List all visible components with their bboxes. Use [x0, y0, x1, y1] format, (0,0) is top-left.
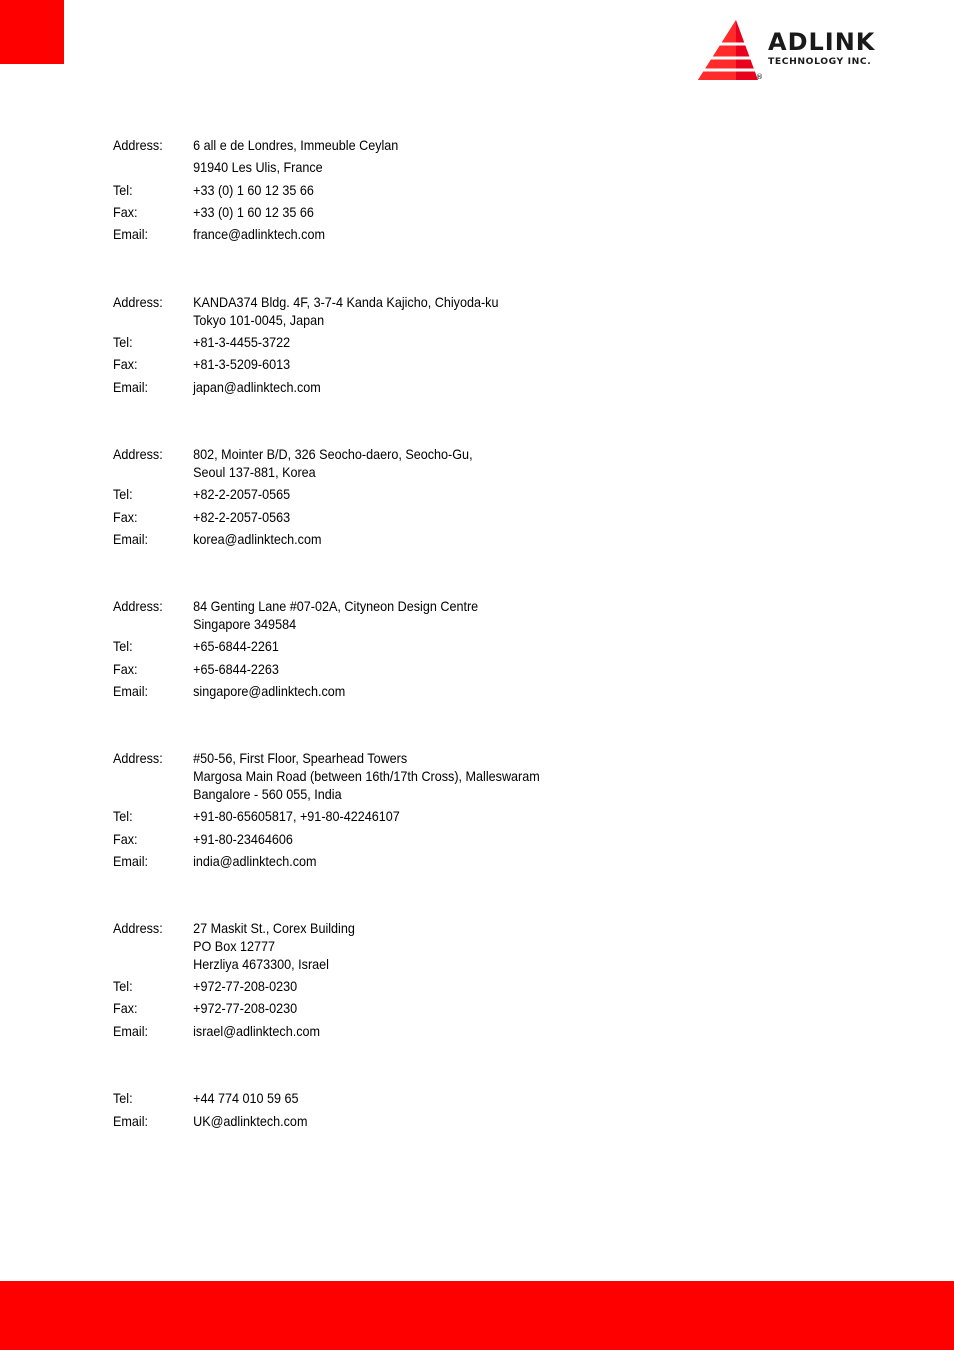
address-value: [193, 919, 355, 973]
fax-label: Fax:: [113, 1000, 138, 1016]
footer-bar: [0, 1281, 954, 1350]
email-label: Email:: [113, 853, 149, 869]
email-link[interactable]: france@adlinktech.com: [193, 226, 325, 242]
tel-label: Tel:: [113, 638, 133, 654]
fax-value: +91-80-23464606: [193, 831, 293, 847]
fax-value: +65-6844-2263: [193, 661, 279, 677]
address-value: [193, 136, 398, 176]
email-label: Email:: [113, 1113, 149, 1129]
tel-label: Tel:: [113, 978, 133, 994]
tel-value: +65-6844-2261: [193, 638, 279, 654]
address-line: Herzliya 4673300, Israel: [193, 956, 329, 972]
tel-label: Tel:: [113, 334, 133, 350]
email-label: Email:: [113, 1023, 149, 1039]
fax-label: Fax:: [113, 509, 138, 525]
corner-tab: [0, 0, 64, 64]
fax-value: +81-3-5209-6013: [193, 356, 291, 372]
email-link[interactable]: japan@adlinktech.com: [193, 379, 321, 395]
address-line: 27 Maskit St., Corex Building: [193, 920, 355, 936]
adlink-triangle-icon: [696, 18, 762, 84]
email-label: Email:: [113, 226, 149, 242]
address-line: PO Box 12777: [193, 938, 276, 954]
address-line: 84 Genting Lane #07-02A, Cityneon Design Centre: [193, 598, 479, 614]
tel-value: +33 (0) 1 60 12 35 66: [193, 182, 314, 198]
address-line: KANDA374 Bldg. 4F, 3-7-4 Kanda Kajicho, Chiyoda-ku: [193, 294, 499, 310]
tel-label: Tel:: [113, 808, 133, 824]
tel-label: Tel:: [113, 486, 133, 502]
email-label: Email:: [113, 531, 149, 547]
address-line: #50-56, First Floor, Spearhead Towers: [193, 750, 408, 766]
email-link[interactable]: korea@adlinktech.com: [193, 531, 322, 547]
address-label: Address:: [113, 137, 163, 153]
address-label: Address:: [113, 750, 163, 766]
address-value: [193, 293, 498, 329]
address-value: [193, 597, 478, 633]
address-line: Margosa Main Road (between 16th/17th Cross), Malleswaram: [193, 768, 540, 784]
address-line: 91940 Les Ulis, France: [193, 159, 323, 175]
email-link[interactable]: india@adlinktech.com: [193, 853, 317, 869]
registered-mark: ®: [756, 73, 763, 81]
tel-value: +972-77-208-0230: [193, 978, 298, 994]
address-line: 6 all e de Londres, Immeuble Ceylan: [193, 137, 399, 153]
address-line: Seoul 137-881, Korea: [193, 464, 316, 480]
address-line: Bangalore - 560 055, India: [193, 786, 342, 802]
address-label: Address:: [113, 446, 163, 462]
address-label: Address:: [113, 920, 163, 936]
tel-label: Tel:: [113, 182, 133, 198]
fax-value: +972-77-208-0230: [193, 1000, 298, 1016]
adlink-logo: [696, 18, 908, 84]
address-label: Address:: [113, 294, 163, 310]
fax-label: Fax:: [113, 831, 138, 847]
tel-value: +82-2-2057-0565: [193, 486, 291, 502]
tel-label: Tel:: [113, 1090, 133, 1106]
address-value: [193, 749, 540, 803]
address-line: 802, Mointer B/D, 326 Seocho-daero, Seocho-Gu,: [193, 446, 473, 462]
address-label: Address:: [113, 598, 163, 614]
tel-value: +81-3-4455-3722: [193, 334, 291, 350]
brand-subtitle: TECHNOLOGY INC.: [768, 56, 872, 67]
address-line: Singapore 349584: [193, 616, 297, 632]
email-link[interactable]: israel@adlinktech.com: [193, 1023, 321, 1039]
address-value: [193, 445, 472, 481]
email-label: Email:: [113, 683, 149, 699]
fax-value: +33 (0) 1 60 12 35 66: [193, 204, 314, 220]
fax-label: Fax:: [113, 204, 138, 220]
tel-value: +91-80-65605817, +91-80-42246107: [193, 808, 400, 824]
email-link[interactable]: UK@adlinktech.com: [193, 1113, 308, 1129]
address-line: Tokyo 101-0045, Japan: [193, 312, 325, 328]
fax-value: +82-2-2057-0563: [193, 509, 291, 525]
email-label: Email:: [113, 379, 149, 395]
brand-name: ADLINK: [768, 28, 876, 56]
email-link[interactable]: singapore@adlinktech.com: [193, 683, 346, 699]
fax-label: Fax:: [113, 356, 138, 372]
tel-value: +44 774 010 59 65: [193, 1090, 299, 1106]
fax-label: Fax:: [113, 661, 138, 677]
